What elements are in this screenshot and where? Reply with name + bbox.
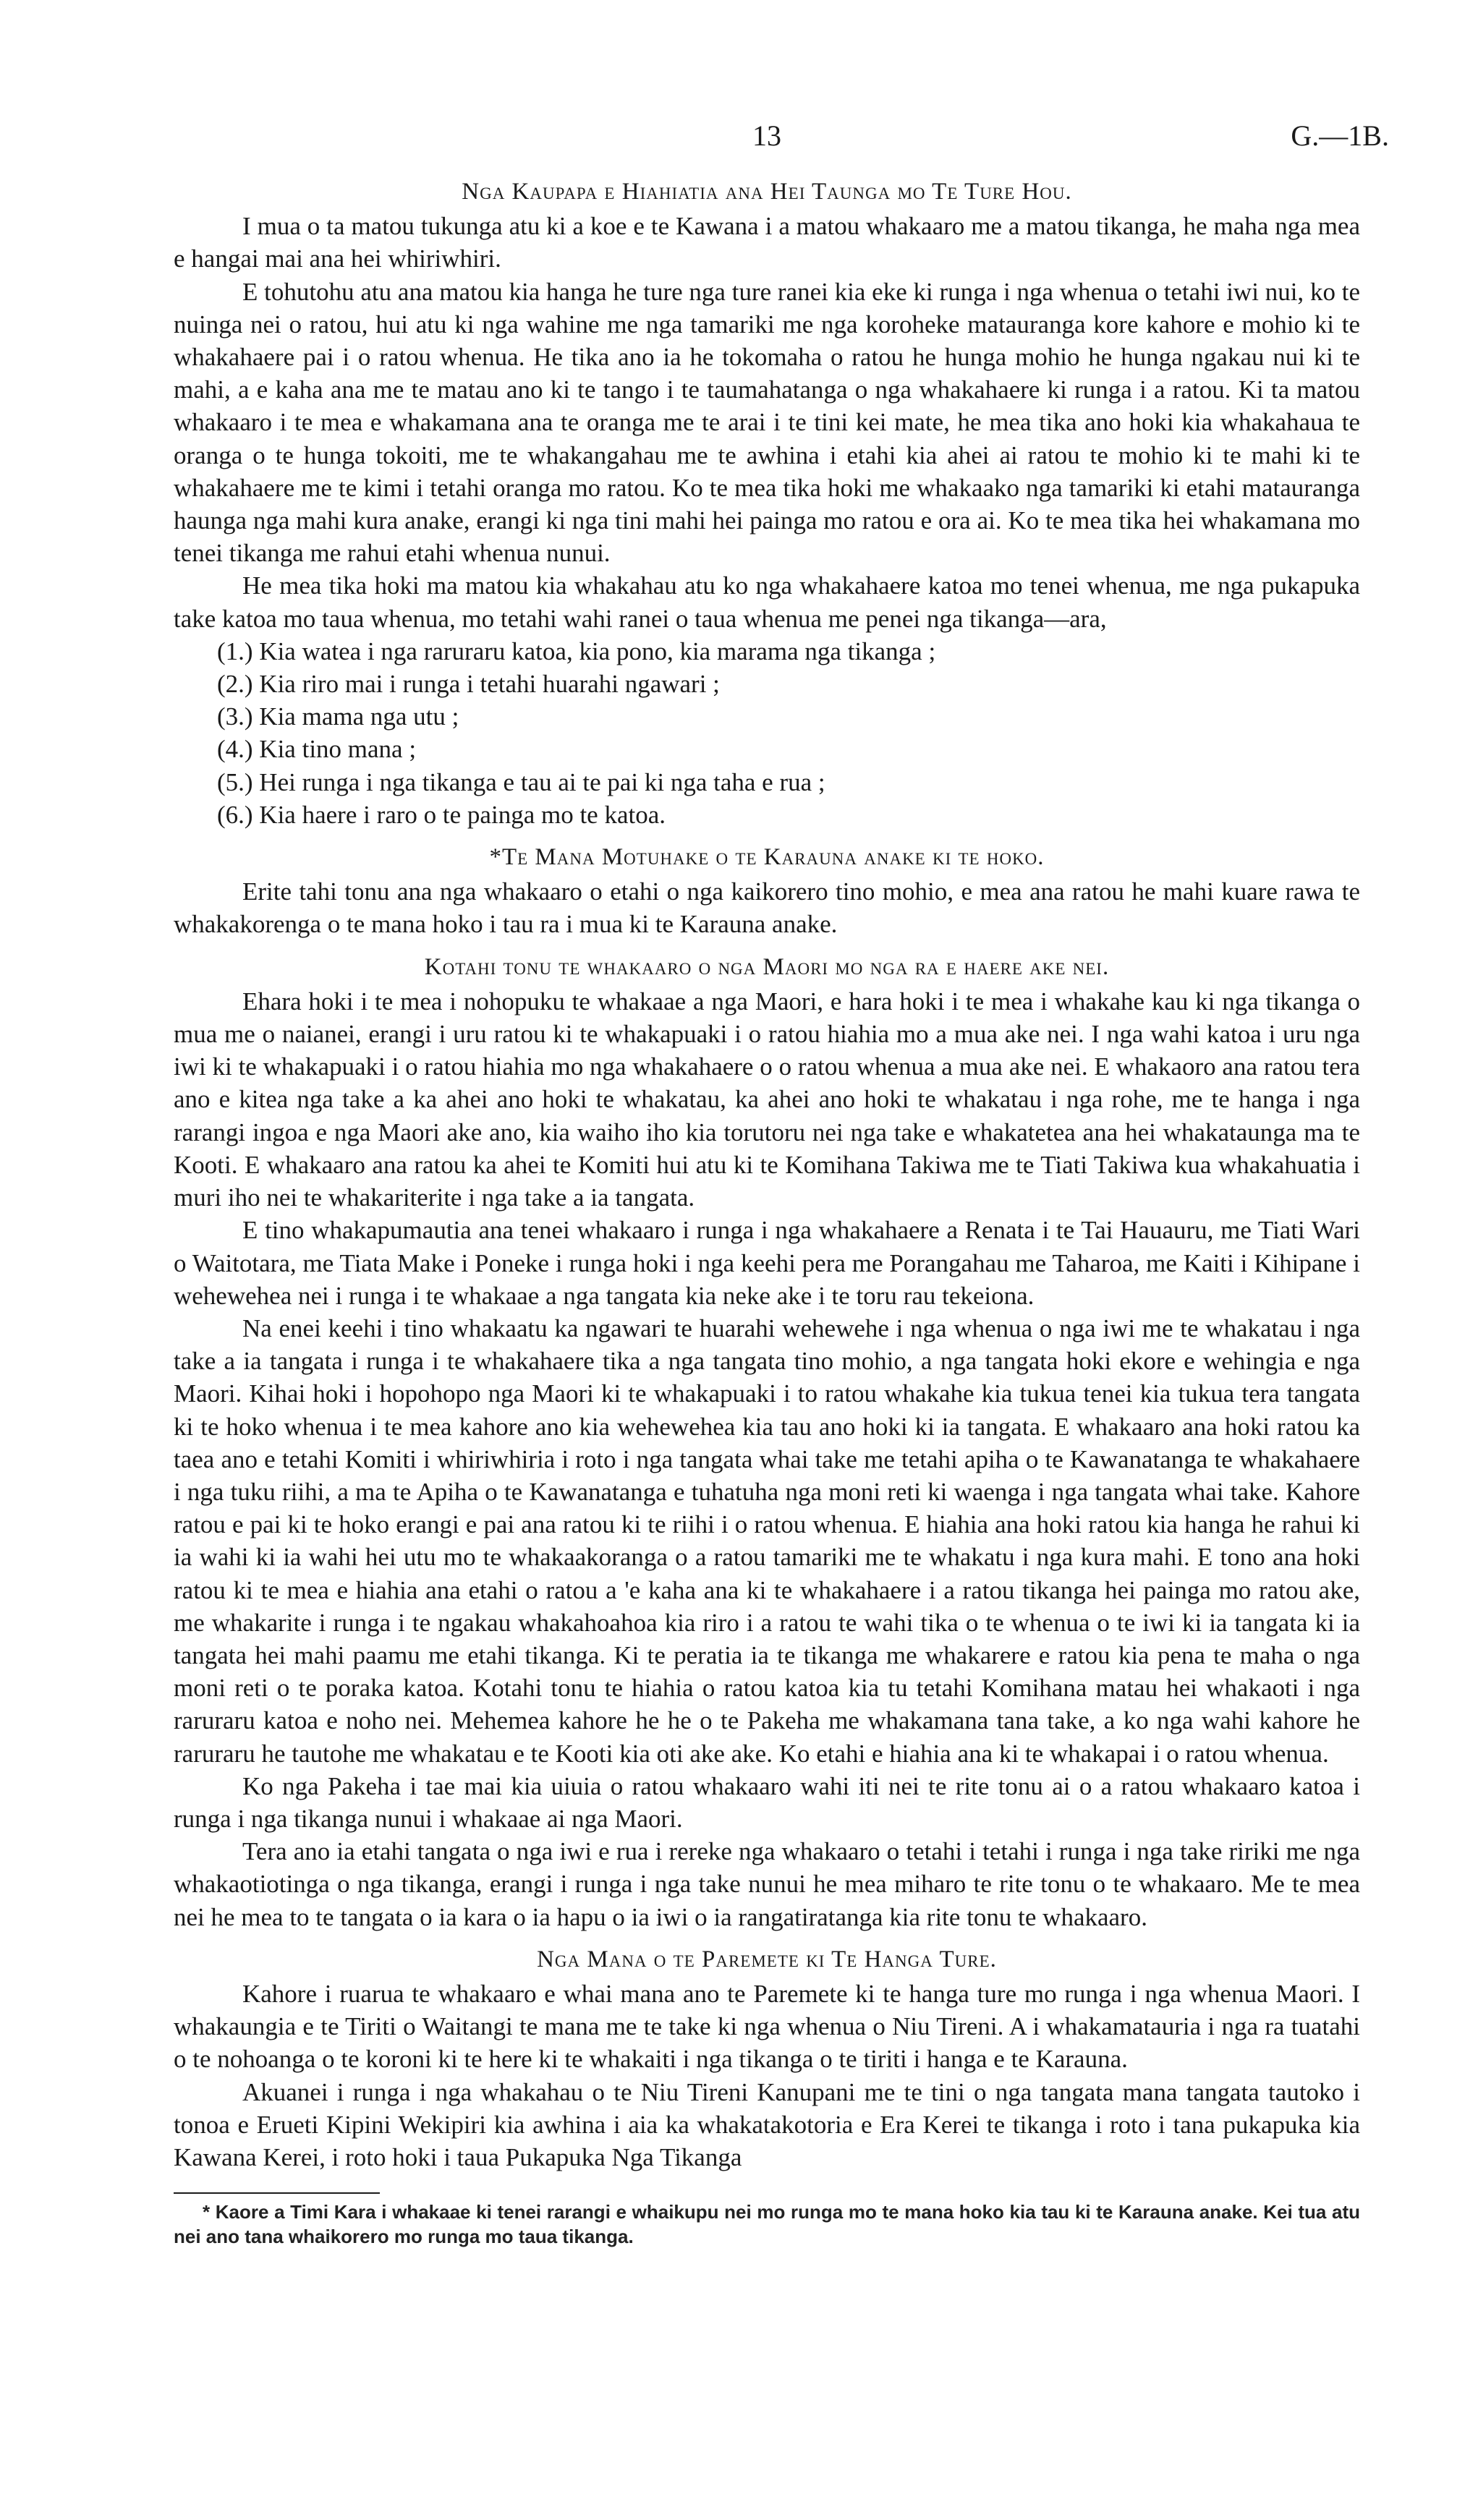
document-page — [174, 119, 1389, 2249]
paragraph: Ehara hoki i te mea i nohopuku te whakaae a nga Maori, e hara hoki i te mea i whakahe kau ki nga tikanga o mua me o naianei, erangi i uru ratou ki te whakapuaki i o ratou hiahia mo a mua ake nei. I nga wahi katoa i uru nga iwi ki te whakapuaki i o ratou hiahia mo nga whakahaere o o ratou whenua a mua ake nei. E whakaoro ana ratou tera ano e kitea nga take a ka ahei ano hoki te whakatau, ka ahei ano hoki te whakatau i nga rohe, me te hanga i nga rarangi ingoa e nga Maori ake ano, kia waiho iho kia torutoru nei nga take e whakatetea ana hei whakataunga ma te Kooti. E whakaaro ana ratou ka ahei te Komiti hui atu ki te Komihana Takiwa me te Tiati Takiwa kua whakahuatia i muri iho nei te whakariterite i nga take a ia tangata. — [174, 987, 1360, 1212]
section-heading-paremete: Nga Mana o te Paremete ki Te Hanga Ture. — [537, 1946, 997, 1972]
paragraph: He mea tika hoki ma matou kia whakahau atu ko nga whakahaere katoa mo tenei whenua, me nga pukapuka take katoa mo taua whenua, mo tetahi wahi ranei o taua whenua me penei nga tikanga—ara, — [174, 571, 1360, 633]
conditions-list — [174, 635, 1360, 831]
page-number: 13 — [752, 119, 781, 152]
footnote: * Kaore a Timi Kara i whakaae ki tenei rarangi e whaikupu nei mo runga mo te mana hoko kia tau ki te Karauna anake. Kei tua atu nei ano tana whaikorero mo runga mo taua tikanga. — [174, 2201, 1360, 2248]
paragraph: Kahore i ruarua te whakaaro e whai mana ano te Paremete ki te hanga ture mo runga i nga whenua Maori. I whakaungia e te Tiriti o Waitangi te mana me te take ki nga whenua o Niu Tireni. A i whakamatauria i nga ra tuatahi o te nohoanga o te koroni ki te here ki te whakaiti i nga tikanga o te tiriti i hanga e te Karauna. — [174, 1979, 1360, 2074]
paragraph: Erite tahi tonu ana nga whakaaro o etahi o nga kaikorero tino mohio, e mea ana ratou he mahi kuare rawa te whakakorenga o te mana hoko i tau ra i mua ki te Karauna anake. — [174, 877, 1360, 939]
section-heading-kaupapa: Nga Kaupapa e Hiahiatia ana Hei Taunga mo Te Ture Hou. — [462, 179, 1072, 205]
list-item: (5.) Hei runga i nga tikanga e tau ai te pai ki nga taha e rua ; — [217, 767, 825, 796]
paragraph: Na enei keehi i tino whakaatu ka ngawari te huarahi wehewehe i nga whenua o nga iwi me te whakatau i nga take a ia tangata i runga i te whakahaere tika a nga tangata tino mohio, a nga tangata hoki ekore e wehingia e nga Maori. Kihai hoki i hopohopo nga Maori ki te whakapuaki i to ratou whakahe kia tukua tenei kia tukua tera tangata ki te hoko whenua i te mea kahore ano kia wehewehea kia tau ano hoki ki ia tangata. E whakaaro ana hoki ratou ka taea ano e tetahi Komiti i whiriwhiria i roto i nga tangata whai take me tetahi apiha o te Kawanatanga te whakahaere i nga tuku riihi, a ma te Apiha o te Kawanatanga e tuhatuha nga moni reti ki waenga i nga tangata whai take. Kahore ratou e pai ki te hoko erangi e pai ana ratou ki te riihi i o ratou whenua. E hiahia ana hoki ratou kia hanga he rahui ki ia wahi ki ia wahi hei utu mo te whakaakoranga o a ratou tamariki me te whakatu i nga kura mahi. E tono ana hoki ratou ki te mea e hiahia ana etahi o ratou a 'e kaha ana ki te whakahaere i a ratou tikanga hei painga mo ratou ake, me whakarite i runga i te ngakau whakahoahoa kia riro i a ratou te wahi tika o te whenua o te iwi ki ia tangata ki ia tangata hei mahi paamu me etahi tikanga. Ki te peratia ia te tikanga me whakarere e ratou kia pena te maha o nga moni reti o te poraka katoa. Kotahi tonu te hiahia o ratou katoa kia tu tetahi Komihana matau hei whakaoti i nga raruraru katoa e noho nei. Mehemea kahore he he o te Pakeha me whakamana tana take, a ko nga wahi kahore he raruraru he tautohe me whakatau e te Kooti kia oti ake ake. Ko etahi e hiahia ana ki te whakapai i o ratou whenua. — [174, 1314, 1360, 1768]
section-heading-kotahi-tonu: Kotahi tonu te whakaaro o nga Maori mo nga ra e haere ake nei. — [424, 953, 1110, 980]
paragraph: E tohutohu atu ana matou kia hanga he ture nga ture ranei kia eke ki runga i nga whenua o tetahi iwi nui, ko te nuinga nei o ratou, hui atu ki nga wahine me nga tamariki me nga koroheke matauranga kore kahore e mohio ki te whakahaere pai i o ratou whenua. He tika ano ia he tokomaha o ratou he hunga mohio he hunga ngakau nui ki te mahi, a e kaha ana me te matau ano ki te tango i te taumahatanga o nga whakahaere ki runga i a ratou. Ki ta matou whakaaro i te mea e whakamana ana te oranga me te arai i te tini kei mate, he mea tika ano hoki kia whakahaua te oranga o te hunga tokoiti, me te whakangahau me te awhina i etahi kia ahei ai ratou te mohio ki te mahi ki te whakahaere me te kimi i tetahi oranga mo ratou. Ko te mea tika hoki me whakaako nga tamariki ki etahi matauranga haunga nga mahi kura anake, erangi ki nga tini mahi hei painga mo ratou e ora ai. Ko te mea tika hei whakamana mo tenei tikanga me rahui etahi whenua nunui. — [174, 277, 1360, 568]
list-item: (4.) Kia tino mana ; — [217, 735, 417, 764]
list-item: (6.) Kia haere i raro o te painga mo te katoa. — [217, 800, 666, 829]
paragraph: Tera ano ia etahi tangata o nga iwi e rua i rereke nga whakaaro o tetahi i tetahi i runga i nga take ririki me nga whakaotiotinga o nga tikanga, erangi i runga i nga take nunui he mea miharo te rite tonu o te whakaaro. Me te mea nei he mea to te tangata o ia kara o ia hapu o ia iwi o ia rangatiratanga kia rite tonu te whakaaro. — [174, 1837, 1360, 1931]
section-heading-mana-motuhake: *Te Mana Motuhake o te Karauna anake ki te hoko. — [489, 844, 1045, 871]
paragraph: Ko nga Pakeha i tae mai kia uiuia o ratou whakaaro wahi iti nei te rite tonu ai o a ratou whakaaro katoa i runga i nga tikanga nunui i whakaae ai nga Maori. — [174, 1771, 1360, 1833]
document-reference: G.—1B. — [1291, 119, 1389, 152]
paragraph: E tino whakapumautia ana tenei whakaaro i runga i nga whakahaere a Renata i te Tai Hauauru, me Tiati Wari o Waitotara, me Tiata Make i Poneke i runga hoki i nga keehi pera me Porangahau me Taharoa, me Kaiti i Kihipane i wehewehea nei i runga i te whakaae a nga tangata kia neke ake i te toru rau tekeiona. — [174, 1216, 1360, 1310]
list-item: (3.) Kia mama nga utu ; — [217, 702, 459, 731]
paragraph: Akuanei i runga i nga whakahau o te Niu Tireni Kanupani me te tini o nga tangata mana tangata tautoko i tonoa e Erueti Kipini Wekipiri kia awhina i aia ka whakatakotoria e Era Kerei te tikanga i roto i tana pukapuka kia Kawana Kerei, i roto hoki i taua Pukapuka Nga Tikanga — [174, 2077, 1360, 2171]
paragraph: I mua o ta matou tukunga atu ki a koe e te Kawana i a matou whakaaro me a matou tikanga, he maha nga mea e hangai mai ana hei whiriwhiri. — [174, 212, 1360, 273]
list-item: (2.) Kia riro mai i runga i tetahi huarahi ngawari ; — [217, 670, 720, 699]
list-item: (1.) Kia watea i nga raruraru katoa, kia pono, kia marama nga tikanga ; — [217, 637, 936, 665]
page-header — [174, 119, 1389, 163]
footnote-divider — [174, 2192, 380, 2194]
